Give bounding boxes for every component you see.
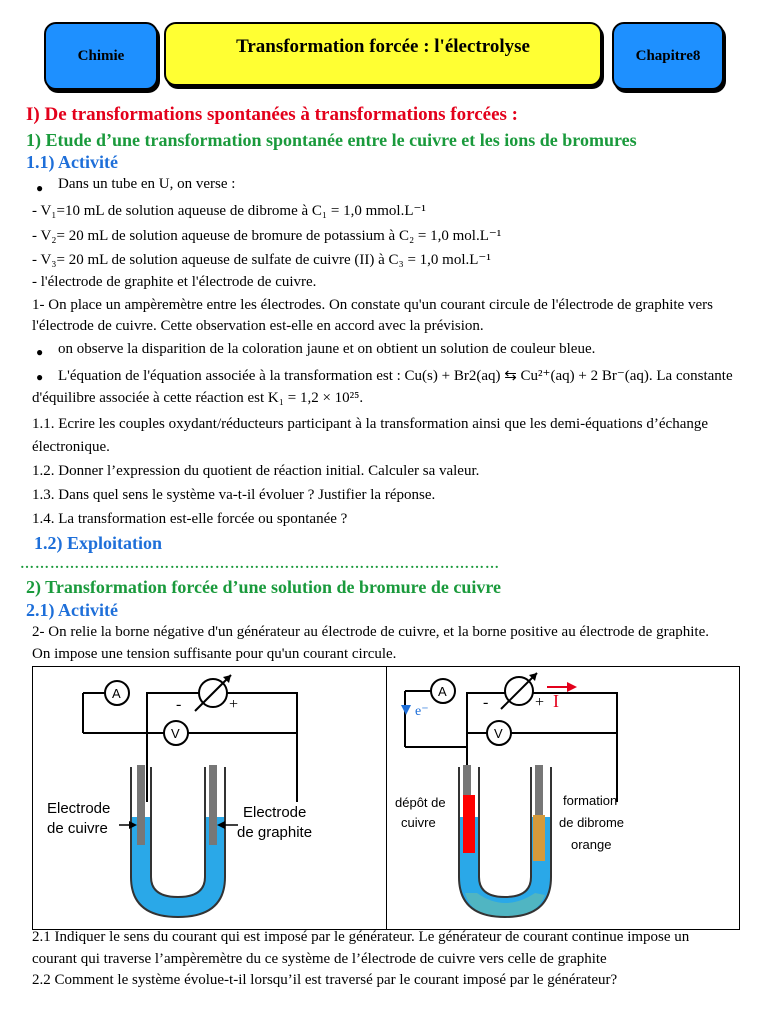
circuit-wire [147,693,297,802]
question-2-line1: 2- On relie la borne négative d'un générateur au électrode de cuivre, et la borne positive au électrode de graphite. [32,624,709,640]
label-copper-2: de cuivre [47,820,108,837]
intro-text: Dans un tube en U, on verse : [58,176,236,192]
copper-electrode [137,765,145,845]
volume-1: - V₁=10 mL de solution aqueuse de dibrome à C₁ = 1,0 mmol.L⁻¹ [32,203,426,219]
exploitation-heading: 1.2) Exploitation [34,533,163,553]
copper-electrode [463,765,471,795]
bullet-icon: ● [36,370,44,384]
chapter-badge: Chapitre8 [612,22,724,90]
plus-sign: + [229,696,239,713]
label-formation-1: formation [563,793,618,808]
electrodes-text: - l'électrode de graphite et l'électrode de cuivre. [32,274,317,290]
u-tube-diagram-right [387,667,739,929]
label-formation-2: de dibrome [559,815,625,830]
u-tube-diagram-left [33,667,386,929]
activity-heading-2: 2.1) Activité [26,600,118,620]
voltmeter-label: V [171,726,180,741]
page-title: Transformation forcée : l'électrolyse [164,22,602,86]
figure-left [32,666,387,930]
minus-sign: - [483,694,489,711]
voltmeter-label: V [494,726,503,741]
ammeter-label: A [438,684,447,699]
subject-badge: Chimie [44,22,158,90]
question-1-line2: l'électrode de cuivre. Cette observation est-elle en accord avec la prévision. [32,318,484,334]
plus-sign: + [535,694,545,711]
observation-text: on observe la disparition de la coloration jaune et on obtient un solution de couleur bleue. [58,341,596,357]
label-formation-3: orange [571,837,612,852]
volume-3: - V₃= 20 mL de solution aqueuse de sulfate de cuivre (II) à C₃ = 1,0 mol.L⁻¹ [32,252,491,268]
question-1-1-line1: 1.1. Ecrire les couples oxydant/réducteurs participant à la transformation ainsi que les demi-équations d’échange [32,416,709,432]
label-graphite-1: Electrode [243,804,307,821]
dibrome-formation [533,815,545,861]
question-1-4: 1.4. La transformation est-elle forcée ou spontanée ? [32,511,348,527]
question-1-1-line2: électronique. [32,439,110,455]
equation-line2: d'équilibre associée à cette réaction est K₁ = 1,2 × 10²⁵. [32,390,364,406]
subsection-title-1: 1) Etude d’une transformation spontanée entre le cuivre et les ions de bromures [26,130,637,150]
bullet-icon: ● [36,181,44,195]
electron-arrow-icon [401,705,411,715]
bullet-icon: ● [36,345,44,359]
copper-deposit [463,795,475,853]
equation-line1: L'équation de l'équation associée à la transformation est : Cu(s) + Br2(aq) ⇆ Cu²⁺(aq) + 2 Br⁻(aq). La constante [58,368,733,384]
question-2-1-line1: 2.1 Indiquer le sens du courant qui est imposé par le générateur. Le générateur de courant continue impose un [32,929,690,945]
subsection-title-2: 2) Transformation forcée d’une solution de bromure de cuivre [26,577,501,597]
minus-sign: - [176,696,182,713]
question-1-line1: 1- On place un ampèremètre entre les électrodes. On constate qu'un courant circule de l'électrode de graphite vers [32,297,713,313]
label-graphite-2: de graphite [237,824,313,841]
label-deposit-1: dépôt de [395,795,446,810]
ammeter-label: A [112,686,121,701]
question-2-line2: On impose une tension suffisante pour qu'un courant circule. [32,646,397,662]
current-label: I [553,691,559,711]
question-1-3: 1.3. Dans quel sens le système va-t-il évoluer ? Justifier la réponse. [32,487,436,503]
volume-2: - V₂= 20 mL de solution aqueuse de bromure de potassium à C₂ = 1,0 mol.L⁻¹ [32,228,502,244]
label-deposit-2: cuivre [401,815,436,830]
question-2-1-line2: courant qui traverse l’ampèremètre du ce système de l’électrode de cuivre vers celle de graphite [32,951,607,967]
question-1-2: 1.2. Donner l’expression du quotient de réaction initial. Calculer sa valeur. [32,463,480,479]
answer-dots: …………………………………………………………………………………… [20,557,500,572]
graphite-electrode [209,765,217,845]
graphite-electrode [535,765,543,815]
label-copper-1: Electrode [47,800,111,817]
section-title-1: I) De transformations spontanées à transformations forcées : [26,104,518,125]
activity-heading-1: 1.1) Activité [26,152,118,172]
electron-label: e⁻ [415,704,429,719]
figure-right [386,666,740,930]
question-2-2: 2.2 Comment le système évolue-t-il lorsqu’il est traversé par le courant imposé par le générateur? [32,972,618,988]
